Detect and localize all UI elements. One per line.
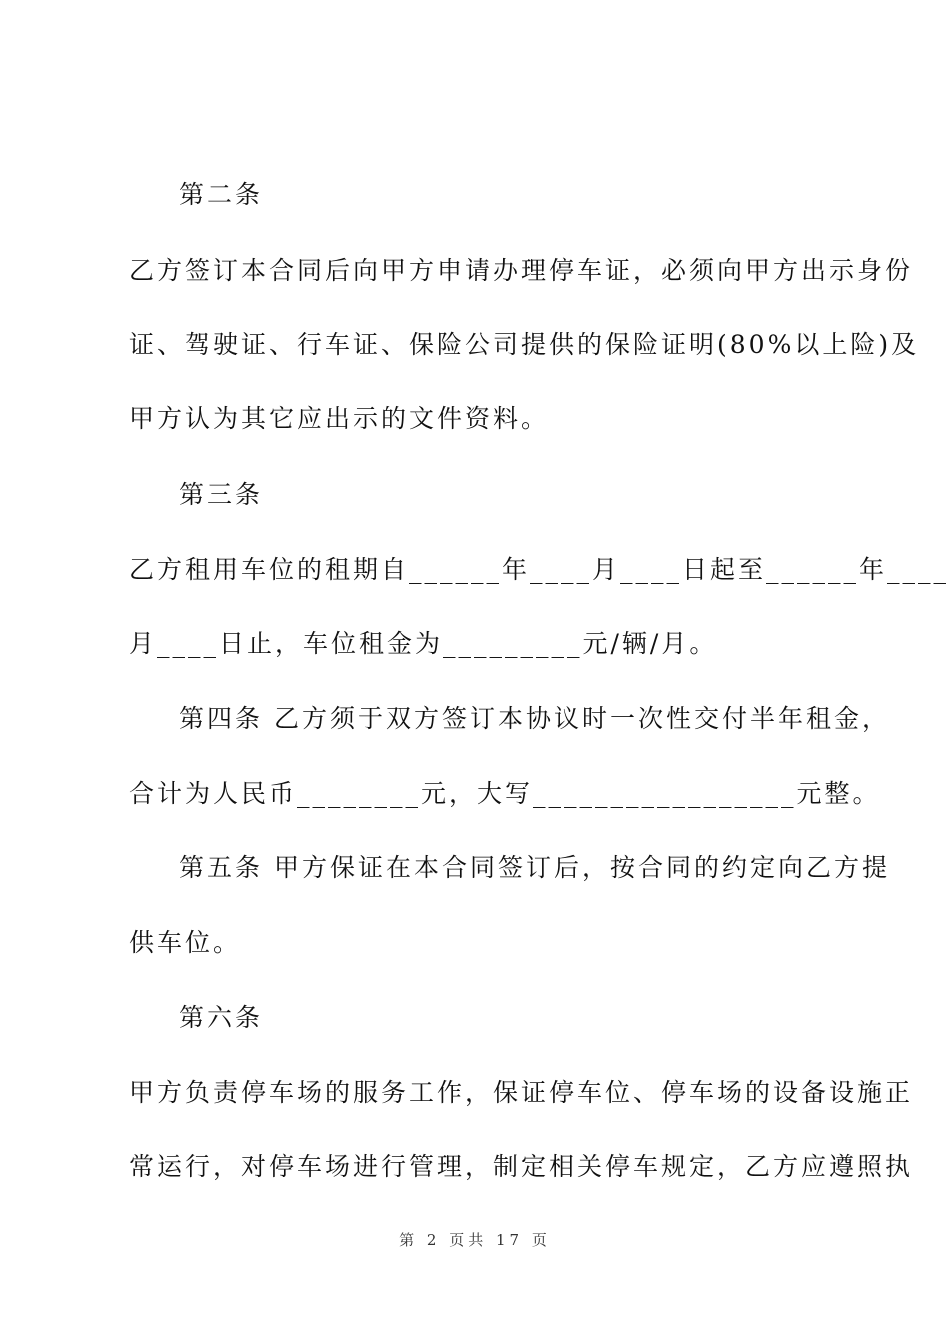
paragraph-line: 第四条 乙方须于双方签订本协议时一次性交付半年租金， [179,704,890,733]
paragraph-line: 甲方负责停车场的服务工作，保证停车位、停车场的设备设施正 [129,1078,914,1107]
paragraph-line: 合计为人民币________元，大写_________________元整。 [129,779,881,808]
paragraph-line: 第五条 甲方保证在本合同签订后，按合同的约定向乙方提 [179,853,890,882]
article-heading: 第三条 [179,480,264,509]
paragraph-line: 甲方认为其它应出示的文件资料。 [129,404,550,433]
paragraph-line: 乙方租用车位的租期自______年____月____日起至______年____ [129,555,950,584]
article-heading: 第二条 [179,180,264,209]
paragraph-line: 乙方签订本合同后向甲方申请办理停车证，必须向甲方出示身份 [129,256,914,285]
paragraph-line: 供车位。 [129,928,242,957]
paragraph-line: 月____日止，车位租金为_________元/辆/月。 [129,629,718,658]
paragraph-line: 常运行，对停车场进行管理，制定相关停车规定，乙方应遵照执 [129,1152,914,1181]
article-heading: 第六条 [179,1003,264,1032]
page-number-footer: 第 2 页共 17 页 [399,1231,551,1249]
paragraph-line: 证、驾驶证、行车证、保险公司提供的保险证明(80%以上险)及 [129,330,920,359]
